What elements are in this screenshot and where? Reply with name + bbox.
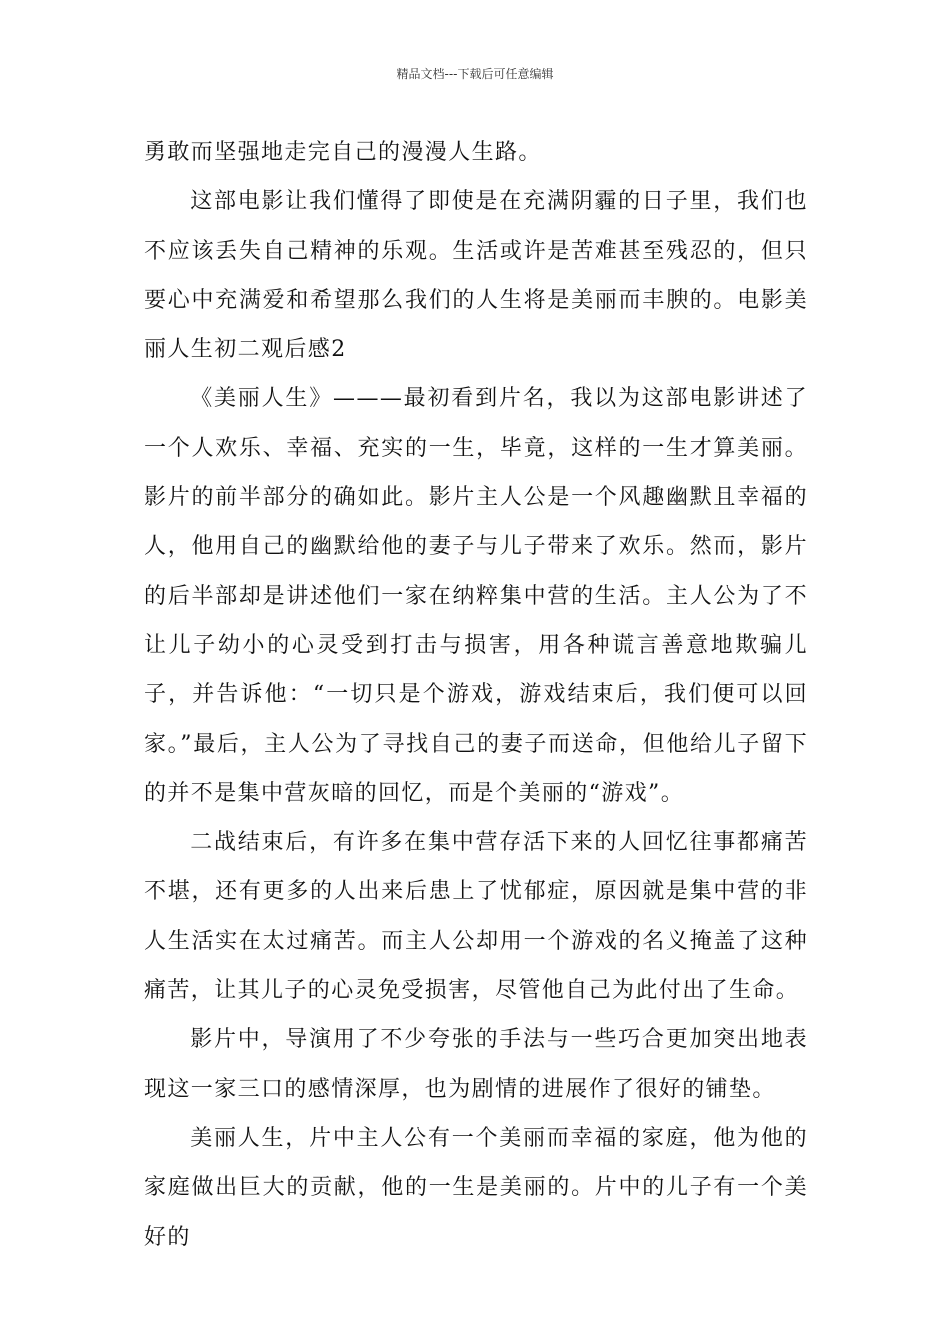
- paragraph-3: 《美丽人生》———最初看到片名，我以为这部电影讲述了一个人欢乐、幸福、充实的一生，毕竟，这样的一生才算美丽。影片的前半部分的确如此。影片主人公是一个风趣幽默且幸福的人，他用自己的幽默给他的妻子与儿子带来了欢乐。然而，影片的后半部却是讲述他们一家在纳粹集中营的生活。主人公为了不让儿子幼小的心灵受到打击与损害，用各种谎言善意地欺骗儿子，并告诉他：“一切只是个游戏，游戏结束后，我们便可以回家。”最后，主人公为了寻找自己的妻子而送命，但他给儿子留下的并不是集中营灰暗的回忆，而是个美丽的“游戏”。: [144, 386, 808, 806]
- paragraph-1: 勇敢而坚强地走完自己的漫漫人生路。: [144, 140, 542, 165]
- document-body: [144, 128, 808, 1262]
- paragraph-6: 美丽人生，片中主人公有一个美丽而幸福的家庭，他为他的家庭做出巨大的贡献，他的一生是美丽的。片中的儿子有一个美好的: [144, 1125, 808, 1250]
- paragraph-4: 二战结束后，有许多在集中营存活下来的人回忆往事都痛苦不堪，还有更多的人出来后患上了忧郁症，原因就是集中营的非人生活实在太过痛苦。而主人公却用一个游戏的名义掩盖了这种痛苦，让其儿子的心灵免受损害，尽管他自己为此付出了生命。: [144, 830, 808, 1004]
- page-header: 精品文档---下载后可任意编辑: [396, 67, 554, 81]
- paragraph-5: 影片中，导演用了不少夸张的手法与一些巧合更加突出地表现这一家三口的感情深厚，也为剧情的进展作了很好的铺垫。: [144, 1027, 808, 1102]
- paragraph-2: 这部电影让我们懂得了即使是在充满阴霾的日子里，我们也不应该丢失自己精神的乐观。生活或许是苦难甚至残忍的，但只要心中充满爱和希望那么我们的人生将是美丽而丰腴的。电影美丽人生初二观后感2: [144, 189, 808, 363]
